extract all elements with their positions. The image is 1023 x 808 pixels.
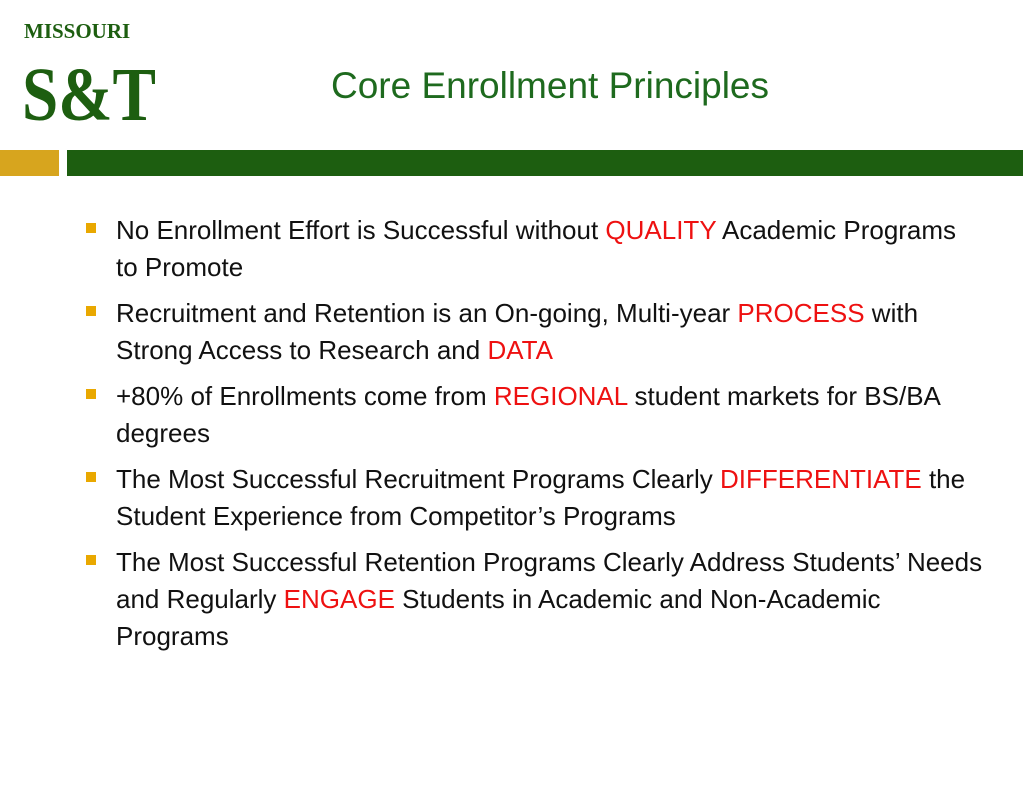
square-bullet-icon xyxy=(86,306,96,316)
bullet-text: Academic Programs to Promote xyxy=(116,215,957,282)
bullet-item-regional xyxy=(84,378,984,452)
bullet-text: with Strong Access to Research and xyxy=(116,298,919,365)
bullet-list xyxy=(84,212,984,664)
bullet-text: +80% of Enrollments come from xyxy=(116,381,494,411)
bullet-item-process xyxy=(84,295,984,369)
bullet-item-engage xyxy=(84,544,984,655)
square-bullet-icon xyxy=(86,223,96,233)
bullet-text: Recruitment and Retention is an On-going, Multi-year xyxy=(116,298,738,328)
bullet-item-differentiate xyxy=(84,461,984,535)
highlight-word: QUALITY xyxy=(605,215,717,245)
highlight-word: DIFFERENTIATE xyxy=(719,464,922,494)
highlight-word: PROCESS xyxy=(737,298,865,328)
bullet-text: the Student Experience from Competitor’s Programs xyxy=(116,464,966,531)
green-header-bar xyxy=(67,150,1023,176)
bullet-text: The Most Successful Retention Programs Clearly Address Students’ Needs and Regularly xyxy=(116,547,983,614)
bullet-item-quality xyxy=(84,212,984,286)
bullet-text: No Enrollment Effort is Successful without xyxy=(116,215,606,245)
bullet-text: Students in Academic and Non-Academic Programs xyxy=(116,584,881,651)
bullet-text: student markets for BS/BA degrees xyxy=(116,381,940,448)
gold-accent-bar xyxy=(0,150,59,176)
highlight-word: ENGAGE xyxy=(283,584,395,614)
highlight-word: REGIONAL xyxy=(493,381,628,411)
square-bullet-icon xyxy=(86,389,96,399)
logo-wordmark-st: S&T xyxy=(22,53,156,137)
square-bullet-icon xyxy=(86,472,96,482)
logo-wordmark-missouri: MISSOURI xyxy=(24,19,131,43)
missouri-st-logo xyxy=(22,18,158,137)
highlight-word: DATA xyxy=(487,335,553,365)
square-bullet-icon xyxy=(86,555,96,565)
bullet-text: The Most Successful Recruitment Programs Clearly xyxy=(116,464,720,494)
slide-title: Core Enrollment Principles xyxy=(330,65,769,106)
